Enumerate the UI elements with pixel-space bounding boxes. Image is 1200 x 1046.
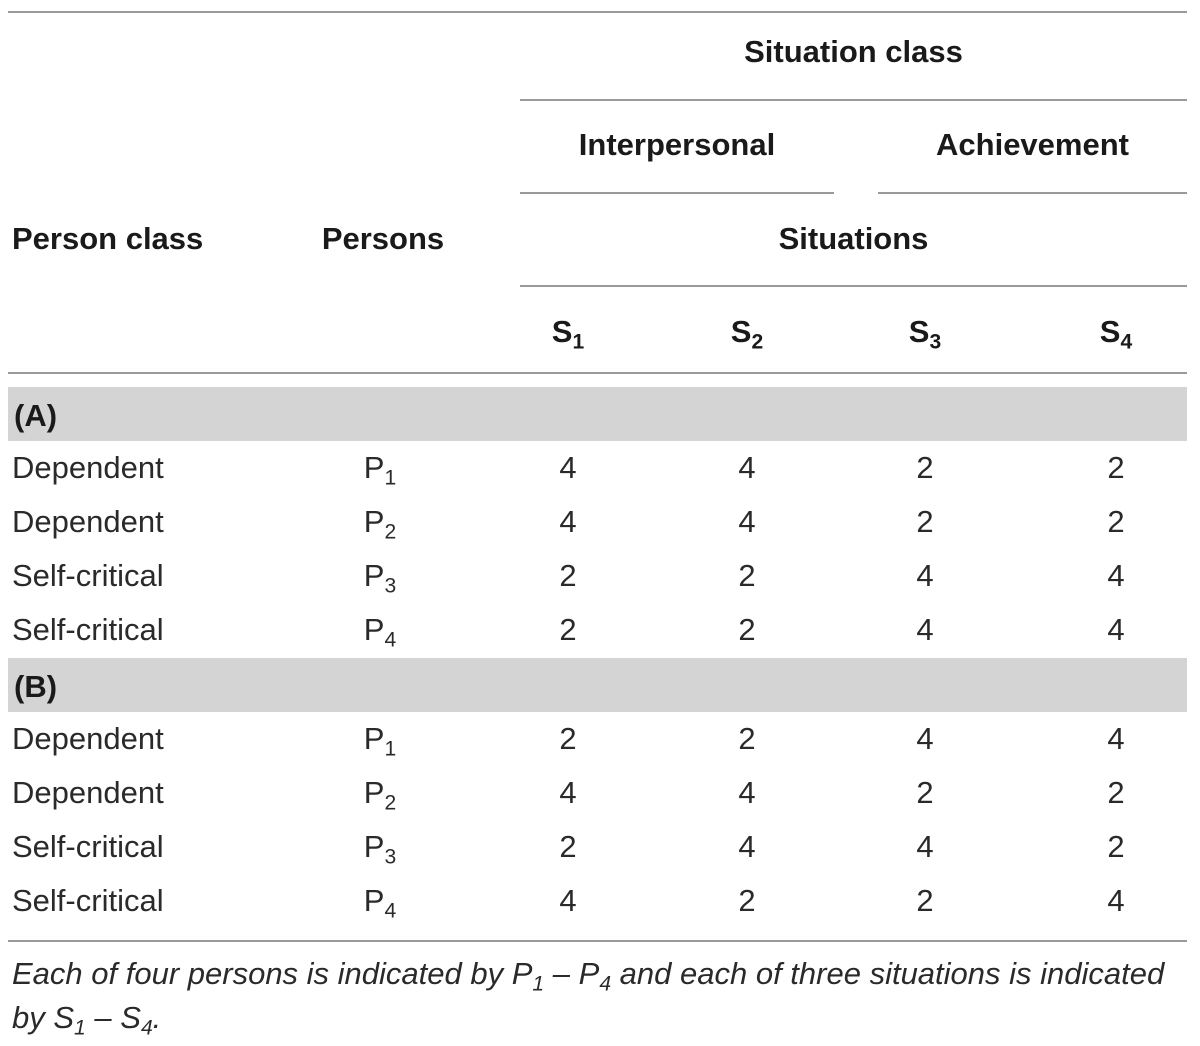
table-row xyxy=(0,820,1200,874)
value-cell-s2: 4 xyxy=(738,450,756,485)
value-cell-s4: 2 xyxy=(1107,450,1125,485)
person-class-cell: Self-critical xyxy=(12,829,164,864)
table-row xyxy=(0,495,1200,549)
table-row xyxy=(0,874,1200,928)
value-cell-s3: 4 xyxy=(916,612,934,647)
persons-header: Persons xyxy=(321,221,445,256)
value-cell-s1: 4 xyxy=(559,504,577,539)
value-cell-s3: 4 xyxy=(916,721,934,756)
situations-header: Situations xyxy=(778,221,929,256)
value-cell-s1: 4 xyxy=(559,775,577,810)
value-cell-s2: 2 xyxy=(738,883,756,918)
person-class-cell: Dependent xyxy=(12,450,164,485)
value-cell-s3: 2 xyxy=(916,883,934,918)
person-class-cell: Dependent xyxy=(12,721,164,756)
value-cell-s4: 4 xyxy=(1107,721,1125,756)
value-cell-s4: 2 xyxy=(1107,775,1125,810)
interpersonal-rule xyxy=(520,192,834,194)
interpersonal-header: Interpersonal xyxy=(578,127,776,162)
value-cell-s2: 4 xyxy=(738,504,756,539)
achievement-header: Achievement xyxy=(936,127,1129,162)
table-row xyxy=(0,766,1200,820)
value-cell-s2: 2 xyxy=(738,612,756,647)
value-cell-s2: 4 xyxy=(738,775,756,810)
situations-rule xyxy=(520,285,1187,287)
table-top-rule xyxy=(8,11,1187,13)
value-cell-s1: 2 xyxy=(559,558,577,593)
col-header-s2: $S_2$ xyxy=(730,314,764,354)
header-bottom-rule xyxy=(8,372,1187,374)
value-cell-s4: 4 xyxy=(1107,612,1125,647)
value-cell-s1: 2 xyxy=(559,612,577,647)
person-cell: $P_3$ xyxy=(363,829,397,869)
value-cell-s4: 4 xyxy=(1107,883,1125,918)
person-cell: $P_4$ xyxy=(363,883,397,923)
situation-class-rule xyxy=(520,99,1187,101)
person-class-cell: Self-critical xyxy=(12,883,164,918)
person-cell: $P_1$ xyxy=(363,721,397,761)
section-band-b xyxy=(8,658,1187,712)
section-band-a xyxy=(8,387,1187,441)
table-bottom-rule xyxy=(8,940,1187,942)
value-cell-s4: 2 xyxy=(1107,829,1125,864)
table-row xyxy=(0,712,1200,766)
person-cell: $P_2$ xyxy=(363,775,397,815)
person-class-cell: Dependent xyxy=(12,504,164,539)
person-class-header: Person class xyxy=(12,221,204,256)
value-cell-s1: 4 xyxy=(559,450,577,485)
value-cell-s4: 2 xyxy=(1107,504,1125,539)
person-class-cell: Self-critical xyxy=(12,612,164,647)
value-cell-s1: 2 xyxy=(559,721,577,756)
table-row xyxy=(0,441,1200,495)
value-cell-s2: 2 xyxy=(738,721,756,756)
person-class-cell: Dependent xyxy=(12,775,164,810)
section-label-b: (B) xyxy=(14,669,58,704)
person-cell: $P_3$ xyxy=(363,558,397,598)
person-cell: $P_2$ xyxy=(363,504,397,544)
value-cell-s2: 4 xyxy=(738,829,756,864)
person-cell: $P_1$ xyxy=(363,450,397,490)
value-cell-s3: 2 xyxy=(916,450,934,485)
col-header-s1: $S_1$ xyxy=(551,314,585,354)
achievement-rule xyxy=(878,192,1187,194)
col-header-s4: $S_4$ xyxy=(1099,314,1133,354)
section-label-a: (A) xyxy=(14,398,58,433)
table-row xyxy=(0,549,1200,603)
col-header-s3: $S_3$ xyxy=(908,314,942,354)
person-class-cell: Self-critical xyxy=(12,558,164,593)
value-cell-s1: 2 xyxy=(559,829,577,864)
table-footnote: Each of four persons is indicated by $P_1 - P_4$ and each of three situations is indicated by $S_1 - S_4$. xyxy=(12,956,1165,1040)
value-cell-s3: 4 xyxy=(916,829,934,864)
value-cell-s1: 4 xyxy=(559,883,577,918)
person-cell: $P_4$ xyxy=(363,612,397,652)
value-cell-s4: 4 xyxy=(1107,558,1125,593)
value-cell-s2: 2 xyxy=(738,558,756,593)
value-cell-s3: 2 xyxy=(916,775,934,810)
situation-class-header: Situation class xyxy=(744,34,963,69)
table-row xyxy=(0,603,1200,657)
value-cell-s3: 2 xyxy=(916,504,934,539)
value-cell-s3: 4 xyxy=(916,558,934,593)
